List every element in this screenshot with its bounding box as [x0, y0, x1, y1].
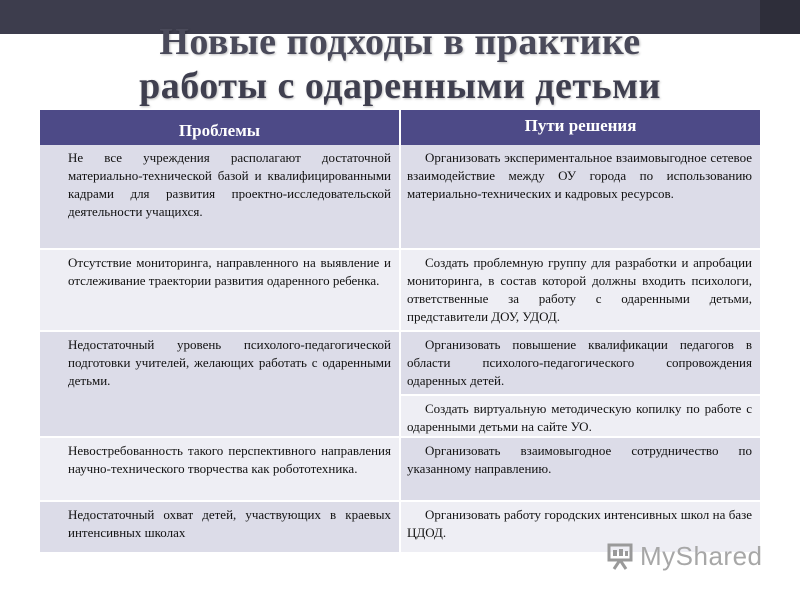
table-row [40, 436, 760, 502]
solution-cell: Организовать работу городских интенсивных школ на базе ЦДОД. [399, 502, 760, 552]
solution-cell: Организовать повышение квалификации педагогов в области психолого-педагогического сопровождения одаренных детей. [399, 332, 760, 394]
table-row [40, 248, 760, 332]
table-row [40, 145, 760, 248]
problem-cell: Недостаточный охват детей, участвующих в краевых интенсивных школах [40, 502, 399, 552]
slide-title [40, 20, 760, 108]
title-line-2: работы с одаренными детьми [139, 65, 661, 107]
title-line-1: Новые подходы в практике [159, 21, 641, 63]
table-row [40, 330, 760, 438]
problem-cell: Отсутствие мониторинга, направленного на выявление и отслеживание траектории развития одаренного ребенка. [40, 250, 399, 332]
solution-cell: Создать проблемную группу для разработки и апробации мониторинга, в состав которой должны входить психологи, ответственные за работу с одаренными детьми, представители ДОУ, УДОД. [399, 250, 760, 332]
problem-cell: Не все учреждения располагают достаточной материально-технической базой и квалифицированными кадрами для развития проектно-исследовательской деятельности учащихся. [40, 145, 399, 248]
header-solutions: Пути решения [399, 110, 760, 145]
solution-cell: Организовать экспериментальное взаимовыгодное сетевое взаимодействие между ОУ города по использованию материально-технических и кадровых ресурсов. [399, 145, 760, 248]
problem-cell: Невостребованность такого перспективного направления научно-технического творчества как робототехника. [40, 438, 399, 502]
myshared-watermark [606, 538, 763, 574]
top-bar-accent [760, 0, 800, 34]
header-problems: Проблемы [40, 110, 399, 145]
solution-stack [399, 332, 760, 438]
table-header [40, 110, 760, 145]
presentation-board-icon [606, 541, 636, 571]
solution-cell: Создать виртуальную методическую копилку по работе с одаренными детьми на сайте УО. [399, 394, 760, 438]
logo-text: MyShared [640, 540, 763, 571]
problem-cell: Недостаточный уровень психолого-педагогической подготовки учителей, желающих работать с одаренными детьми. [40, 332, 399, 438]
solution-cell: Организовать взаимовыгодное сотрудничество по указанному направлению. [399, 438, 760, 502]
